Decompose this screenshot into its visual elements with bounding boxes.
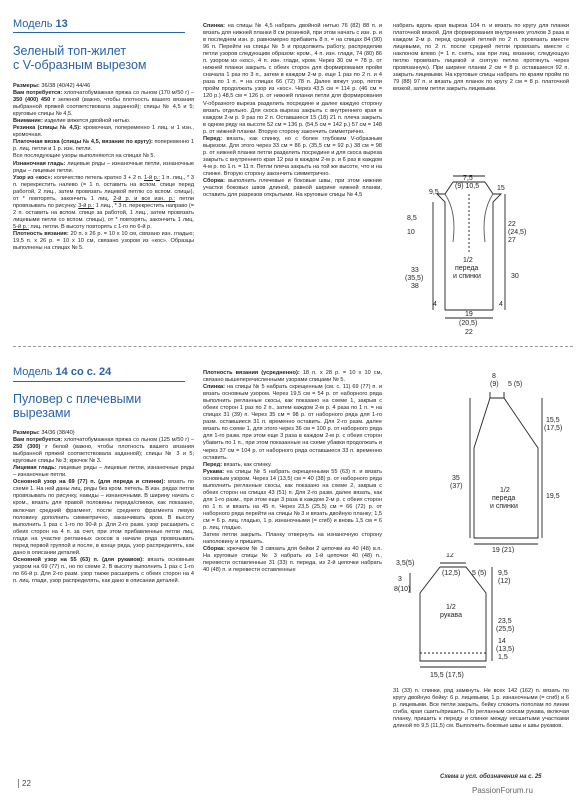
m14-dim: 19 (21) xyxy=(492,547,515,553)
model14-label: Модель 14 со с. 24 xyxy=(13,366,112,378)
model14-title xyxy=(13,392,141,420)
model14-rule xyxy=(13,381,185,382)
m14-paragraph: Рукава: на спицы № 5 набрать окрещенными 55 (63) п. и вязать основным узором. Через 14 (13,5) см = 40 (38) р. от наборного ряда выполнить регланные скосы, как показано на схеме 2, закрыв с обеих сторон на спицах 43 (51) п. Для 2-го разм. далее вязать, как для 1-го разм., при этом еще 3 раза в каждом 2-м р. с обеих сторон по 1 п. и вязать на 45 п. Через 23,5 (25,5) см = 66 (72) р. от наборного ряда перейти на спицы № 3 и вязать двойную планку; 1,5 см = 6 р. лиц. гладью, 1 р. изнаночными (= сгиб) и вновь 1,5 см = 6 р. лиц. гладью. xyxy=(203,468,382,532)
model13-title-line1: Зеленый топ-жилет xyxy=(13,44,127,58)
model14-body-diagram xyxy=(430,368,575,553)
model13-title xyxy=(13,44,146,72)
m14-dim: 15,5 xyxy=(546,417,560,424)
m13-paragraph: Узор из «кос»: количество петель кратно 3 + 2 п. 1-й р.: 1 п. лиц., * 3 п. перекрестить налево (= 1 п. оставить на вспом. спице перед работой, 2 лиц., затем провязать лицевой петлю со вспом. спицы), от * повторять, закончить 1 лиц. 2-й р. и все изн. р.: петли провязывать по рисунку. 3-й р.: 1 лиц., * 3 п. перекрестить направо (= 2 п. оставить на вспом. спице за работой, 1 лиц., затем провязать лицевыми петли со вспом. спицы), от * повторять, закончить 1 лиц. 5-й р.: лиц. петли. В высоту повторять с 1-го по 6-й р. xyxy=(13,174,194,230)
model13-column2 xyxy=(203,23,382,335)
m14-dim: 14 xyxy=(498,638,506,645)
m13-paragraph: Резинка (спицы № 4,5): кромочная, попеременно 1 лиц. и 1 изн., кромочная. xyxy=(13,125,194,139)
m14-dim: (25,5) xyxy=(496,626,515,633)
m14-part-label: 1/2 xyxy=(500,487,510,494)
m14-dim: 9,5 xyxy=(498,570,508,577)
model14-title-line2: вырезами xyxy=(13,406,71,420)
model14-column3 xyxy=(393,688,569,772)
m14-dim: 8 xyxy=(492,373,496,380)
m14-dim: (17,5) xyxy=(544,425,563,432)
m14-dim: (9) xyxy=(490,381,499,388)
model13-rule xyxy=(13,32,185,33)
m14-dim: 1,5 xyxy=(498,654,508,661)
m14-part-label: переда xyxy=(492,495,516,502)
m14-dim: 3,5(5) xyxy=(396,560,415,567)
m14-dim: (37) xyxy=(450,483,463,490)
m13-dim: 19 xyxy=(465,311,473,318)
m14-part-label: рукава xyxy=(440,612,462,619)
m13-dim: (20,5) xyxy=(459,320,478,327)
m14-dim: 35 xyxy=(452,475,460,482)
m13-dim: 38 xyxy=(411,283,419,290)
m14-dim: 8(10) xyxy=(394,586,411,593)
m13-dim: 33 xyxy=(411,267,419,274)
model14-column1 xyxy=(13,430,194,770)
m14-dim: 23,5 xyxy=(498,618,512,625)
m13-paragraph: Платочная вязка (спицы № 4,5, вязание по кругу): попеременно 1 р. лиц. петли и 1 р. изн. петли. xyxy=(13,139,194,153)
m13-dim: 30 xyxy=(511,273,519,280)
m14-part-label: 1/2 xyxy=(446,604,456,611)
m14-dim: 15,5 (17,5) xyxy=(430,672,464,679)
m14-paragraph: Основной узор на 69 (77) п. (для переда и спинки): вязать по схеме 1. На ней даны лиц. ряды без кром. петель. В изн. рядах петли провязывать по рисунку, накиды – изнаночными. В ширину начать с кром., вязать для правой половины переда/спинки, как показано, включая средний фрагмент, после среднего фрагмента левую половину дополнить симметрично, заканчивать кром. В высоту выполнить 1 раз с 1-го по 90-й р. Для 2-го разм. узор расширить с обеих сторон на 4 п. за счет, при этом прибавленные петли лиц. глади на участке регланных скосов в начале ряда провязывать перед первой группой и после, в конце ряда, узор распределять, как дано в описании деталей. xyxy=(13,479,194,556)
model14-column2 xyxy=(203,370,382,770)
model14-sleeve-diagram xyxy=(390,553,575,683)
m14-paragraph: Размеры: 34/36 (38/40) xyxy=(13,430,75,436)
m13-dim: 9,5 xyxy=(429,189,439,196)
m13-paragraph: Размеры: 36/38 (40/42) 44/46 xyxy=(13,83,91,89)
m14-paragraph: Спинка: на спицы № 5 набрать скрещенным (см. с. 11) 69 (77) п. и вязать основным узором. Через 19,5 см = 54 р. от наборного ряда выполнить регланные скосы, как показано на схеме 1, закрыв с обеих сторон 1 раз по 2 п., затем каждом 2-м р. 4 раза по 1 п. = на спицах 31 (39) п. Через 35 см = 98 р. от наборного ряда для 1-го разм. оставшиеся 31 п. временно оставить. Для 2-го разм. далее вязать по схеме 1, для этого через 36 см = 100 р. от наборного ряда для 1-го разм. при этом еще 3 раза в каждом 2-м р. с обеих сторон убавить по 1 п., при этом показанные на схеме убавки продолжать и через 37 см = 104 р. от наборного ряда оставшиеся 33 п. временно оставить. xyxy=(203,384,382,461)
model13-pattern-diagram xyxy=(393,172,573,337)
footer-note: Схема и усл. обозначения на с. 25 xyxy=(440,774,542,780)
m14-dim: 5 (5) xyxy=(508,381,523,388)
m13-dim: 15 xyxy=(497,185,505,192)
m13-paragraph: Плотность вязания: 20 п. х 26 р. = 10 х 10 см, связано изн. гладью; 19,5 п. х 26 р. = 10 х 10 см, связано узором из «кос». Образцы выполнены на спицах № 5. xyxy=(13,230,194,252)
m13-dim: 4 xyxy=(433,301,437,308)
m14-paragraph: Основной узор на 55 (63) п. (для рукавов): вязать основным узором на 69 (77) п., но по схеме 2. В высоту выполнить 1 раз с 1-го по 66-й р. Для 2-го разм. узор также расширить с обеих сторон на 4 п. лиц. глади, узор распределять, как дано в описании деталей. xyxy=(13,556,194,584)
m14-paragraph: Сборка: крючком № 3 связать для бейки 2 цепочки из 40 (48) в.п. На круговые спицы № 3 набрать из 1-й цепочки 40 (48) п., перевести оставленные 31 (33) п. переда, из 2-й цепочки набрать 40 (48) п. и перевести оставленные xyxy=(203,546,382,574)
m14-dim: 19,5 xyxy=(546,493,560,500)
m13-dim: (35,5) xyxy=(405,275,424,282)
model13-column3 xyxy=(393,23,569,173)
m14-dim: 12 xyxy=(446,553,454,559)
section-divider xyxy=(13,346,573,347)
m14-paragraph: Перед: вязать, как спинку. xyxy=(203,461,272,468)
watermark: PassionForum.ru xyxy=(472,786,533,795)
model13-title-line2: с V-образным вырезом xyxy=(13,58,147,72)
m14-part-label: и спинки xyxy=(490,503,518,510)
model14-title-line1: Пуловер с плечевыми xyxy=(13,392,142,406)
m13-dim: 22 xyxy=(465,329,473,336)
m13-part-label: 1/2 xyxy=(463,257,473,264)
m14-paragraph: Вам потребуется: хлопчатобумажная пряжа со льном (125 м/50 г) – 250 (300) г белой (важно, чтобы плотность вашего вязания выбранной пряжей соответствовала заданной); спицы № 3 и 5; круговые спицы № 3; крючок № 3. xyxy=(13,437,194,465)
m14-paragraph: Затем петли закрыть. Планку отвернуть на изнаночную сторону наполовину и пришить. xyxy=(203,532,382,546)
m14-paragraph: Плотность вязания (усредненно): 18 п. х 28 р. = 10 х 10 см, связано вышеперечисленными узорами спицами № 5. xyxy=(203,370,382,384)
m13-dim: 4 xyxy=(499,301,503,308)
page-number: 22 xyxy=(18,779,31,788)
m13-paragraph: Внимание: изделие вяжется двойной нитью. xyxy=(13,118,131,125)
model13-column1 xyxy=(13,83,194,335)
m13-paragraph: Спинка: на спицы № 4,5 набрать двойной нитью 76 (82) 88 п. и вязать для нижней планки 8 см резинкой, при этом начать с изн. р. и в последнем изн. р. равномерно прибавить 8 п. = на спицах 84 (90) 96 п. Перейти на спицы № 5 и продолжить работу, распределив петли узоров следующим образом: кром., 4 п. изн. глади, 74 (80) 86 п. узором из «кос», 4 п. изн. глади, кром. Через 30 см = 78 р. от нижней планки закрыть с обеих сторон для формирования пройм сначала 1 раз по 3 п., затем в каждом 2-м р. еще 1 раз по 2 п. и 4 раза по 1 п. = на спицах 66 (72) 78 п. Далее вяжут узор, петли пройм продолжать узор из «кос». Через 43,5 см = 114 р. (46 см = 120 р.) 48,5 см = 126 р. от нижней планки петли для формирования V-образного выреза разделить посредине и далее каждую сторону вязать отдельно. Для скоса выреза закрыть с внутреннего края в каждом 2-м р. 9 раз по 2 п. Оставшиеся 15 (18) 21 п. плеча закрыть в одном ряду на высоте 52 см = 136 р. (54,5 см = 142 р.) 57 см = 148 р. от нижней планки. Вторую сторону закончить симметрично. xyxy=(203,23,382,135)
m13-part-label: и спинки xyxy=(453,273,481,280)
m14-dim: 5 (5) xyxy=(472,570,487,577)
model13-label: Модель 13 xyxy=(13,18,68,30)
m13-paragraph: Вам потребуется: хлопчатобумажная пряжа со льном (170 м/50 г) – 350 (400) 450 г зеленой (важно, чтобы плотность вашего вязания выбранной пряжей соответствовала заданной); спицы № 4,5 и 5; круговые спицы № 4,5. xyxy=(13,90,194,118)
m13-dim: 8,5 xyxy=(407,215,417,222)
m13-dim: 7,5 xyxy=(463,175,473,182)
m14-paragraph: 31 (33) п. спинки, ряд замкнуть. Не всех 142 (162) п. вязать по кругу двойную бейку: 6 р. лицевыми, 1 р. изнаночными (= сгиб) и 6 р. лицевыми. Все петли закрыть, бейку сложить пополам по линии сгиба, края сшить/пришить. По регланным скосам рукава, включая планку, пришить к переду и спинке между несшитыми участками длиной по 9,5 (11,5) см. Выполнить боковые швы и швы рукавов. xyxy=(393,688,569,730)
m14-dim: (13,5) xyxy=(496,646,515,653)
m14-paragraph: Лицевая гладь: лицевые ряды – лицевые петли, изнаночные ряды – изнаночные петли. xyxy=(13,465,194,479)
m13-dim: 22 xyxy=(508,221,516,228)
m14-dim: (12,5) xyxy=(442,570,461,577)
m14-dim: (12) xyxy=(498,578,511,585)
m13-dim: 10 xyxy=(407,229,415,236)
m13-part-label: переда xyxy=(455,265,479,272)
m13-paragraph: Все последующие узоры выполняются на спицах № 5. xyxy=(13,153,156,160)
m13-dim: (24,5) xyxy=(508,229,527,236)
m13-dim: 27 xyxy=(508,237,516,244)
m13-paragraph: Перед: вязать, как спинку, но с более глубоким V-образным вырезом. Для этого через 33 см = 86 р. (35,5 см = 92 р.) 38 см = 98 р. от нижней планки петли разделить посредине и для скоса выреза закрыть с внутреннего края 12 раз в каждом 2-м р. и 6 раз в каждом 4-м р. по 1 п. = 11 п. Петли плеча закрыть на той же высоте, что и на спинке. Вторую сторону закончить симметрично. xyxy=(203,135,382,177)
m14-dim: 3 xyxy=(398,576,402,583)
m13-paragraph: Изнаночная гладь: лицевые ряды – изнаночные петли, изнаночные ряды – лицевые петли. xyxy=(13,160,194,174)
m13-paragraph: набрать вдоль края выреза 104 п. и вязать по кругу для планки платочной вязкой. Для формирования внутренних уголков 3 раза в каждом 2-м р. перед средней петлей по 2 п. провязать вместе лицевыми, по 2 п. после средней петли провязать вместе с наклоном влево (= 1 п. снять, как при лиц. вязании, следующую петлю провязать лицевой и снятую петлю протянуть через провязанную). При ширине планки 2 см = 8 р. оставшиеся 92 п. закрыть лицевыми. На круговые спицы набрать по краям пройм по 79 (88) 97 п. и вязать для планок по кругу 2 см = 8 р. платочной вязкой, затем петли закрыть лицевыми. xyxy=(393,23,569,93)
m13-dim: (9) 10,5 xyxy=(455,183,480,190)
m13-paragraph: Сборка: выполнить плечевые и боковые швы, при этом нижние участки боковых швов длиной, равной ширине нижней планки, оставить для разрезов открытыми. На круговые спицы № 4,5 xyxy=(203,178,382,199)
